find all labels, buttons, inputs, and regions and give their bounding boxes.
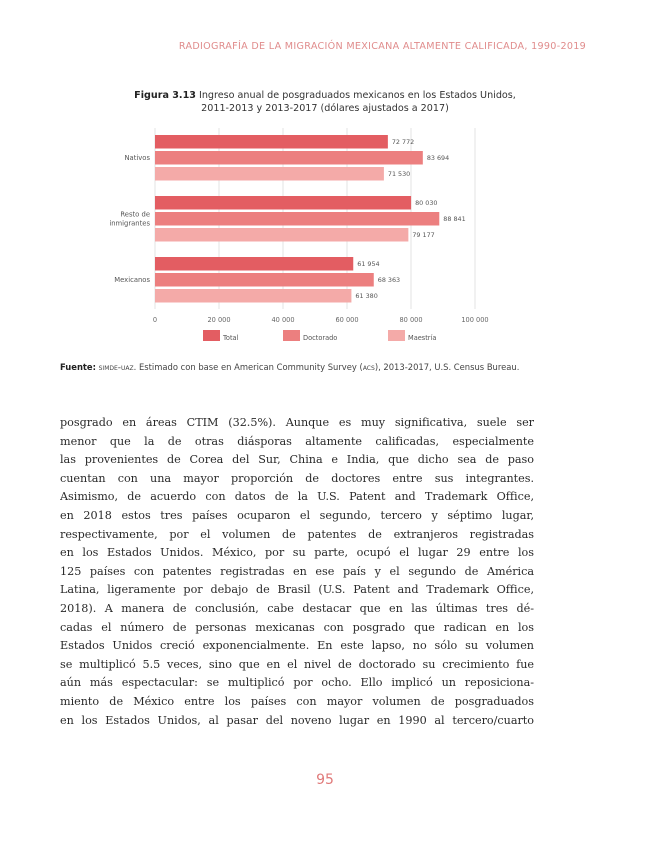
data-label: 80 030 — [415, 199, 438, 208]
x-tick-label: 0 — [152, 316, 158, 324]
body-line: las provenientes de Corea del Sur, China e India, que dicho sea de paso — [60, 453, 534, 467]
data-label: 72 772 — [391, 138, 415, 147]
data-label: 79 177 — [412, 231, 435, 240]
body-line: en los Estados Unidos. México, por su parte, ocupó el lugar 29 entre los — [60, 546, 534, 560]
body-line: menor que la de otras diásporas altamente calificadas, especialmente — [60, 434, 534, 448]
data-label: 61 380 — [355, 292, 378, 301]
body-line: se multiplicó 5.5 veces, sino que en el nivel de doctorado su crecimiento fue — [60, 657, 534, 671]
data-label: 83 694 — [426, 154, 450, 163]
category-label: inmigrantes — [109, 219, 150, 228]
category-label: Resto de — [120, 210, 150, 219]
x-tick-label: 60 000 — [335, 316, 359, 324]
bar — [155, 257, 353, 271]
bar — [155, 228, 408, 242]
source-acs: acs — [362, 363, 375, 373]
figure-label: Figura 3.13 — [134, 90, 196, 101]
bar — [155, 196, 411, 210]
body-line: miento de México entre los países con mayor volumen de posgraduados — [60, 694, 534, 708]
body-line: 2018). A manera de conclusión, cabe destacar que en las últimas tres dé- — [60, 601, 534, 615]
legend-label: Doctorado — [303, 334, 338, 342]
data-label: 61 954 — [357, 260, 380, 269]
body-line: cuentan con una mayor proporción de doctores entre sus integrantes. — [60, 471, 534, 485]
body-line: respectivamente, por el volumen de patentes de extranjeros registradas — [60, 527, 534, 541]
bar — [155, 212, 439, 226]
bar — [155, 151, 423, 165]
body-line: en los Estados Unidos, al pasar del noveno lugar en 1990 al tercero/cuarto — [60, 713, 534, 727]
data-label: 68 363 — [377, 276, 401, 285]
category-label: Nativos — [124, 154, 150, 163]
body-paragraph — [60, 414, 534, 730]
legend-swatch — [283, 330, 300, 341]
legend-label: Total — [223, 334, 239, 342]
bar — [155, 273, 374, 287]
body-line: 125 países con patentes registradas en ese país y el segundo de América — [60, 564, 534, 578]
figure-source — [60, 361, 540, 374]
running-header: RADIOGRAFÍA DE LA MIGRACIÓN MEXICANA ALTAMENTE CALIFICADA, 1990-2019 — [178, 41, 587, 52]
category-label: Mexicanos — [114, 276, 150, 285]
legend-label: Maestría — [408, 334, 437, 342]
bar — [155, 289, 351, 303]
source-org: simde-uaz — [98, 363, 134, 373]
bar-chart — [0, 0, 650, 360]
body-line: Latina, ligeramente por debajo de Brasil (U.S. Patent and Trademark Office, — [60, 583, 534, 597]
legend-swatch — [388, 330, 405, 341]
data-label: 88 841 — [443, 215, 466, 224]
body-line: Estados Unidos creció exponencialmente. En este lapso, no sólo su volumen — [60, 639, 534, 653]
x-tick-label: 80 000 — [399, 316, 423, 324]
body-line: Asimismo, de acuerdo con datos de la U.S. Patent and Trademark Office, — [60, 490, 534, 504]
page-number: 95 — [316, 772, 334, 788]
source-label: Fuente: — [60, 362, 96, 372]
figure-title-line-2: 2011-2013 y 2013-2017 (dólares ajustados a 2017) — [201, 103, 449, 114]
body-line: cadas el número de personas mexicanas con posgrado que radican en los — [60, 620, 534, 634]
x-tick-label: 20 000 — [207, 316, 231, 324]
body-line: posgrado en áreas CTIM (32.5%). Aunque es muy significativa, suele ser — [60, 416, 534, 429]
body-line: aún más espectacular: se multiplicó por ocho. Ello implicó un reposiciona- — [60, 676, 534, 690]
source-text-1: . Estimado con base en American Community Survey ( — [133, 362, 363, 372]
body-line: en 2018 estos tres países ocuparon el segundo, tercero y séptimo lugar, — [60, 508, 534, 522]
source-text-2: ), 2013-2017, U.S. Census Bureau. — [374, 362, 520, 372]
bar — [155, 135, 388, 149]
x-tick-label: 100 000 — [461, 316, 489, 324]
bar — [155, 167, 384, 181]
legend-swatch — [203, 330, 220, 341]
x-tick-label: 40 000 — [271, 316, 295, 324]
figure-title-text-1: Ingreso anual de posgraduados mexicanos en los Estados Unidos, — [199, 90, 516, 101]
data-label: 71 530 — [387, 170, 411, 179]
